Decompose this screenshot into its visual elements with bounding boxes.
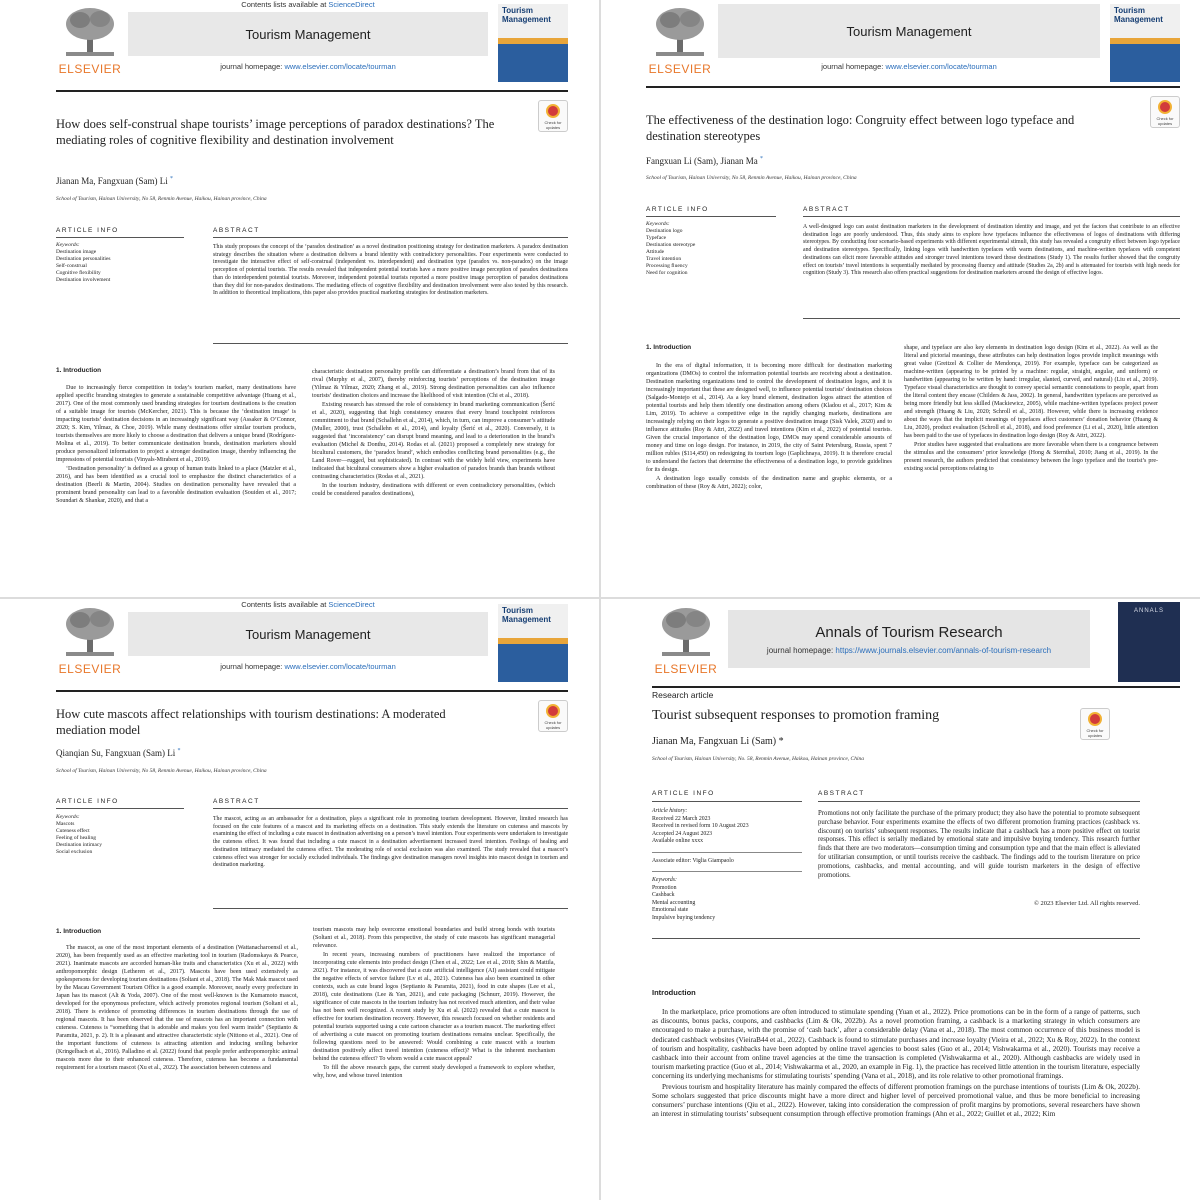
list-item: Attitude (646, 249, 665, 255)
body-column-left (56, 384, 296, 506)
body-paragraph: In the marketplace, price promotions are often introduced to stimulate spending (Yuan et al., 2022). Price promotions can be in the form of a range of patterns, such as discounts, bonus packs, coupons, and cashbacks (Lim & Ok, 2022b). As a novel promotion framing, a cashback is a marketing strategy in which consumers are encouraged to make a purchase, with the promise of ‘cash back’, after a considerable delay (Vana et al., 2018). The most common occurrence of this business model is dedicated cashback websites (VieiraB44 et al., 2022). Cashback is found to stimulate purchases and increase loyalty (Vieira et al., 2022; Xu & Roy, 2022). In the context of tourism and hospitality, cashbacks have been adopted by online travel agencies to boost sales (Guo et al., 2014; Vishwakarma et al., 2020). Tourists may receive a cashback into their account from online travel agencies at the time the transaction is completed (Vishwakarma et al., 2020). Although cashbacks are widely used in tourism marketing practice (Guo et al., 2014; Vishwakarma et al., 2020, an example in Fig. 1), the practice has received little attention in the tourism literature, especially concerning its underlying mechanisms for stimulating tourists’ spending (Vana et al., 2018), and its role relative to other promotional framings. (652, 1008, 1140, 1081)
journal-masthead (56, 600, 568, 684)
keywords-rule (652, 871, 802, 872)
body-paragraph: In the era of digital information, it is becoming more difficult for destination marketing organizations (DMOs) to control the information potential tourists are receiving about a destination. Destination marketing organizations tend to control the development of destination logos, and it is increasingly important that these are designed well, to influence potential tourists’ destination choices (Salgado-Montejo et al., 2014). As a key brand element, destination logos attract the attention of potential tourists and help them identify one destination among others (Kladou et al., 2017; Kim & Lim, 2019). To achieve a competitive edge in the rapidly changing markets, destinations are increasingly relying on their logos to generate a positive destination image (Sisk Valek, 2020) and to influence attitudes (Roy & Attri, 2022) and travel intentions (Kim et al., 2022) of potential tourists. Given the crucial importance of the destination logo, DMOs may spend considerable amounts of money and time on logo design. For instance, in 2019, the city of Saint Petersburg, Russia, spent 7 million rubles ($114,450) on redesigning its tourism logo (Gaplichnaya, 2019). It is therefore crucial to understand the factors that determine the effectiveness of a destination logo, to provide guidelines for its design. (646, 363, 892, 473)
abstract-rule (213, 808, 568, 809)
homepage-link[interactable]: www.elsevier.com/locate/tourman (284, 62, 396, 71)
check-for-updates-icon[interactable]: Check for updates (1080, 708, 1110, 740)
list-item: Cashback (652, 892, 675, 898)
body-column (652, 1008, 1140, 1120)
article-info-heading: ARTICLE INFO (56, 798, 119, 805)
authors: Jianan Ma, Fangxuan Li (Sam) * (652, 736, 784, 747)
list-item: Destination logo (646, 228, 683, 234)
homepage-link[interactable]: https://www.journals.elsevier.com/annals-of-tourism-research (835, 646, 1052, 655)
list-item: Travel intention (646, 256, 682, 262)
cover-title: Tourism Management (502, 6, 551, 24)
list-item: Need for cognition (646, 270, 688, 276)
journal-name: Tourism Management (245, 26, 371, 42)
journal-band (128, 12, 488, 56)
abstract-text: The mascot, acting as an ambassador for a destination, plays a significant role in promoting tourism development. However, limited research has focused on the cute features of a mascot and its marketing effects on a destination. This study extends the literature on cuteness and mascots by examining the effect of including a cute mascot in destination advertising on a person’s travel intention. Four experiments were undertaken to investigate the cuteness effect. It was found that including a cute mascot in a destination advertisement increased travel intention. Feelings of healing and destination intimacy mediated the cuteness effect. The moderating role of social exclusion was also examined. The study revealed that a mascot’s cuteness effect was stronger for socially excluded individuals. The findings give destination managers novel insights into mascot design in tourism and destination marketing. (213, 816, 569, 869)
abstract-rule (213, 237, 568, 238)
journal-band (718, 4, 1100, 58)
body-paragraph: tourism mascots may help overcome emotional boundaries and build strong bonds with tourists (Soltani et al., 2018). From this perspective, the study of cute mascots has significant managerial relevance. (313, 927, 555, 949)
corresponding-mark: * (778, 736, 784, 747)
list-item: Cognitive flexibility (56, 270, 101, 276)
article-title: The effectiveness of the destination logo: Congruity effect between logo typeface and destination stereotypes (646, 113, 1075, 143)
journal-homepage: journal homepage: https://www.journals.elsevier.com/annals-of-tourism-research (766, 646, 1052, 655)
masthead-rule (56, 90, 568, 92)
abstract-heading: ABSTRACT (213, 227, 260, 234)
homepage-link[interactable]: www.elsevier.com/locate/tourman (885, 62, 997, 71)
abstract-heading: ABSTRACT (818, 790, 865, 797)
abstract-bottom-rule (213, 908, 568, 909)
journal-cover (1118, 602, 1180, 682)
body-column-left (56, 944, 298, 1073)
masthead-rule (646, 86, 1180, 88)
abstract-rule (803, 216, 1180, 217)
article-type: Research article (652, 690, 714, 700)
affiliation: School of Tourism, Hainan University, No 58, Renmin Avenue, Haikou, Hainan province, China (56, 768, 267, 774)
list-item: Destination image (56, 249, 97, 255)
publisher-name: ELSEVIER (58, 662, 122, 676)
introduction-heading: 1. Introduction (646, 344, 692, 351)
info-rule (646, 216, 776, 217)
list-item: Received in revised form 10 August 2023 (652, 823, 749, 829)
corresponding-mark: * (177, 748, 181, 754)
body-paragraph: shape, and typeface are also key elements in destination logo design (Kim et al., 2022). As well as the literal and pictorial meanings, these attributes can help destination logos provide implicit meanings with great value (Greitzel & Collier de Mendonça, 2019). For example, typeface can be categorized as machine-written (appearing to be printed by a machine: regular, straight, angular, and uniform) or handwritten (appearing to be written by hand: irregular, slanted, curved, and natural) (Liu et al., 2019). Typeface visual characteristics are thought to convey special semantic connotations to people, apart from the literal content they encase (Childers & Jass, 2002). In general, handwritten typefaces are perceived as being more friendly but less skilled (Mackiewicz, 2005), while machine-written typefaces project power and strength (Huang & Liu, 2020; Schroll et al., 2018). However, while there is increasing evidence about the ways that the implicit meanings of typefaces affect customers’ donation behavior (Huang & Liu, 2020), product evaluation (Schroll et al., 2018), and food preference (Li et al., 2020), little attention has been paid to the use of typefaces in destination logo design (Roy & Attri, 2022). (904, 345, 1158, 439)
list-item: Impulsive buying tendency (652, 914, 716, 921)
check-for-updates-icon[interactable]: Check for updates (1150, 96, 1180, 128)
body-paragraph: Previous tourism and hospitality literature has mainly compared the effects of different promotion framings on the purchase intentions of tourists (Lim & Ok, 2022b). Some scholars suggested that price discounts might have a more direct and higher level of perceived promotional value, and thus be more beneficial to increasing consumers’ purchase intentions (Qiu et al., 2022). However, taking into consideration the compression of profit margins by promotions, several researchers have shown an interest in stimulating tourists’ subsequent consumption through effective promotion framings (Ahn et al., 2022; Guillet et al., 2022; Kim (652, 1082, 1140, 1119)
paper-panel-3 (0, 600, 598, 1200)
elsevier-tree-icon (62, 6, 118, 58)
journal-cover (1110, 4, 1180, 82)
article-title: How does self-construal shape tourists’ image perceptions of paradox destinations? The mediating roles of cognitive flexibility and destination involvement (56, 117, 495, 147)
abstract-text: A well-designed logo can assist destination marketers in the development of destination identity and image, and yet the factors that contribute to an effective destination logo are poorly understood. Thus, this study aims to explore how typefaces influence the effectiveness of logos of destinations with differing stereotypes. By conducting four scenario-based experiments with different experimental stimuli, this study has revealed a congruity effect between logo typeface and destination stereotypes. Specifically, linking logos with handwritten typefaces with warm destinations, and machine-written typefaces with competent destinations can elicit more favorable attitudes and stronger travel intentions toward those destinations (Study 1). The results further showed that the congruity effect on tourists’ travel intentions is sequentially mediated by processing fluency and attitude (Studies 2a, 2b) and is attenuated for tourists with high needs for cognition (Study 3). This research also offers practical suggestions for destination marketers around the design of effective logos. (803, 224, 1180, 277)
contents-available: Contents lists available at ScienceDirect (241, 0, 375, 9)
article-info-heading: ARTICLE INFO (56, 227, 119, 234)
list-item: Self-construal (56, 263, 87, 269)
check-for-updates-icon[interactable]: Check for updates (538, 100, 568, 132)
masthead-center (128, 0, 488, 80)
associate-editor: Associate editor: Viglia Giampaolo (652, 857, 734, 864)
body-paragraph: ‘Destination personality’ is defined as a group of human traits linked to a place (Matzler et al., 2016), and has been identified as a crucial tool to emphasize the distinct characteristics of a destination (Beerli & Martin, 2004). Studies on destination personality have revealed that a prominent brand personality can lead to a favorable destination evaluation (Souiden et al., 2017; Soundari & Shankar, 2020), and that a (56, 466, 296, 504)
journal-band (728, 610, 1090, 668)
journal-name: Tourism Management (846, 23, 972, 39)
publisher-logo (56, 0, 124, 80)
publisher-name: ELSEVIER (648, 62, 712, 76)
body-column-left (646, 362, 892, 492)
affiliation: School of Tourism, Hainan University, No 58, Renmin Avenue, Haikou, Hainan province, China (56, 196, 267, 202)
list-item: Emotional state (652, 907, 689, 913)
body-column-right (312, 368, 555, 499)
list-item: Available online xxxx (652, 838, 704, 844)
info-rule (652, 801, 802, 802)
paper-panel-1 (0, 0, 598, 596)
history-rule (652, 852, 802, 853)
cover-title: Tourism Management (502, 606, 551, 624)
journal-band (128, 612, 488, 656)
list-item: Accepted 24 August 2023 (652, 830, 713, 837)
list-item: Typeface (646, 235, 667, 241)
body-paragraph: To fill the above research gaps, the current study developed a framework to explore whether, why, how, and whose travel intention (313, 1065, 555, 1079)
journal-masthead (652, 600, 1180, 684)
keywords: Keywords: Destination image Destination personalities Self-construal Cognitive flexibility Destination involvement (56, 242, 184, 284)
list-item: Destination stereotype (646, 242, 696, 248)
keywords: Keywords: Destination logo Typeface Destination stereotype Attitude Travel intention Processing fluency Need for cognition (646, 221, 776, 277)
list-item: Processing fluency (646, 263, 688, 269)
homepage-link[interactable]: www.elsevier.com/locate/tourman (284, 662, 396, 671)
copyright: © 2023 Elsevier Ltd. All rights reserved. (1033, 900, 1140, 907)
affiliation: School of Tourism, Hainan University, No 58, Renmin Avenue, Haikou, Hainan province, China (646, 175, 857, 181)
list-item: Received 22 March 2023 (652, 815, 711, 822)
elsevier-tree-icon (658, 606, 714, 658)
journal-name: Annals of Tourism Research (815, 624, 1003, 641)
introduction-heading: 1. Introduction (56, 928, 102, 935)
elsevier-tree-icon (62, 606, 118, 658)
sciencedirect-link[interactable]: ScienceDirect (328, 600, 375, 609)
abstract-text: Promotions not only facilitate the purchase of the primary product; they also have the potential to promote subsequent purchase behavior. Four experiments examine the effects of two different promotion framing practices (cashback vs. discount) on tourists’ subsequent responses. The results indicate that a cashback has a more positive effect on tourist responses. This effect is serially mediated by emotional state and impulsive buying tendency. This research further finds that there are two moderators—consumption timing and consumption type and that the main effect is alleviated for utilitarian consumption, or until tourists receive the cashback. The findings add to the tourism literature on price promotions, cashbacks, and mental accounting, and will guide tourism marketers in the design of effective promotions. (818, 810, 1140, 879)
journal-homepage: journal homepage: www.elsevier.com/locate/tourman (220, 62, 396, 71)
body-paragraph: characteristic destination personality profile can differentiate a destination’s brand from that of its rival (Murphy et al., 2007), thereby reinforcing tourists’ perceptions of the destination image (Yilmaz & Yilmaz, 2020; Zhang et al., 2019). Strong destination personalities can also influence tourists’ destination choices and increase the likelihood of visit intention (Chi et al., 2018). (312, 369, 555, 399)
list-item: Cuteness effect (56, 828, 90, 834)
vertical-divider (599, 0, 601, 1200)
list-item: Social exclusion (56, 849, 93, 855)
body-paragraph: In recent years, increasing numbers of practitioners have realized the importance of incorporating cute elements into product design (Chen et al., 2022; Lee et al., 2018; Shin & Mattila, 2021). For instance, it was discovered that a cute artificial intelligence (AI) assistant could mitigate the negative effects of service failure (Lv et al., 2021). Cuteness has also been examined in other contexts, such as cute brand logos (Septianto & Paramita, 2021), food in cute shapes (Lee et al., 2018), cute destinations (Lee & Yan, 2021), and cute packaging (Schnurr, 2019). However, the significance of cute mascots in the tourism industry has not received much attention, and their value has not been well recognized. A recent study by Xu et al. (2022) revealed that a cute mascot is effective for tourism destination recovery. However, this research focused on whether residents and potential tourists supported using a cute cartoon character as a tourism mascot. The marketing effect of advertising a cute mascot on promoting tourism destinations remains unclear. Specifically, the following questions need to be answered: Would combining a cute mascot with a tourism destination positively affect travel intention (cuteness effect)? What is the inherent mechanism behind the cuteness effect? To whom would a cute mascot appeal? (313, 952, 555, 1062)
journal-masthead (56, 0, 568, 84)
sciencedirect-link[interactable]: ScienceDirect (328, 0, 375, 9)
list-item: Promotion (652, 884, 677, 891)
corresponding-mark: * (759, 156, 763, 162)
check-for-updates-icon[interactable]: Check for updates (538, 700, 568, 732)
abstract-heading: ABSTRACT (803, 206, 850, 213)
authors: Jianan Ma, Fangxuan (Sam) Li * (56, 176, 173, 186)
list-item: Destination involvement (56, 277, 111, 283)
body-paragraph: Due to increasingly fierce competition in today’s tourism market, many destinations have applied specific branding strategies to generate a sustainable competitive advantage (Huang et al., 2017). One of the most commonly used branding strategies for tourism destinations is the creation of a suitable image for tourists (McKercher, 2021). This is because the ‘destination image’ is impacting tourists’ destination decisions in an increasingly significant way (Assaker & O’Connor, 2020; S. Kim, Yilmaz, & Choe, 2019). While many destinations offer similar tourism products, tourists themselves are more likely to choose a destination that delivers a unique brand (Rodríguez-Molina et al., 2019). To better communicate destination brands, destination marketers should produce personalized information to project a stronger destination image, thereby influencing the impressions of potential tourists (Vinyals-Mirabent et al., 2019). (56, 385, 296, 463)
journal-cover (498, 604, 568, 682)
authors: Fangxuan Li (Sam), Jianan Ma * (646, 156, 763, 166)
body-column-right (313, 926, 555, 1081)
body-paragraph: In the tourism industry, destinations with different or even contradictory personalities, (which could be considered paradox destinations), (312, 483, 555, 497)
paper-panel-4 (602, 600, 1200, 1200)
list-item: Mascots (56, 821, 75, 827)
article-info-heading: ARTICLE INFO (652, 790, 715, 797)
contents-available: Contents lists available at ScienceDirect (241, 600, 375, 609)
article-history: Article history: Received 22 March 2023 Received in revised form 10 August 2023 Accepted 24 August 2023 Available online xxxx Associate editor: Viglia Giampaolo Keywords: Promotion Cashback Mental accounting Emotional state Impulsive buying tendency (652, 808, 802, 922)
publisher-name: ELSEVIER (58, 62, 122, 76)
article-title: Tourist subsequent responses to promotion framing (652, 708, 940, 723)
journal-homepage: journal homepage: www.elsevier.com/locate/tourman (821, 62, 997, 71)
corresponding-mark: * (169, 176, 173, 182)
publisher-logo (646, 0, 714, 80)
body-paragraph: Prior studies have suggested that evaluations are more favorable when there is a congruence between the stimulus and the consumers’ prior knowledge (Hong & Sternthal, 2010; Jiang et al., 2019). In the present research, the authors predicted that consistency between the logo typeface and the tourist’s pre-existing social perceptions relating to (904, 442, 1158, 472)
body-paragraph: A destination logo usually consists of the destination name and graphic elements, or a combination of these (Roy & Attri, 2022); color, (646, 476, 892, 490)
publisher-logo (56, 600, 124, 680)
introduction-heading: 1. Introduction (56, 367, 102, 374)
journal-homepage: journal homepage: www.elsevier.com/locate/tourman (220, 662, 396, 671)
body-paragraph: Existing research has stressed the role of consistency in brand marketing communication (Šerić et al., 2020), suggesting that high consistency ensures that every brand touchpoint reinforces commitment to that brand (Schallehn et al., 2014), which, in turn, can improve a consumer’s attitude (Muller, 2000), trust (Schallehn et al., 2014), and loyalty (Šerić et al., 2020). Conversely, it is suggested that ‘inconsistency’ can disrupt brand meaning, and lead to a deterioration in the brand’s evaluation (Michel & Donthu, 2014). Rodas et al. (2021) proposed a completely new strategy for bicultural customers, the ‘paradox brand’, which embodies conflicting brand personalities (e.g., the Land Rover—rugged, but sophisticated). In contrast with the widely held view, experiments have indicated that bicultural consumers show a higher evaluation of paradox brands than brands without contrasting characteristics (Rodas et al., 2021). (312, 402, 555, 480)
publisher-name: ELSEVIER (654, 662, 718, 676)
horizontal-divider (0, 597, 1200, 599)
abstract-bottom-rule (652, 938, 1140, 939)
article-title: How cute mascots affect relationships with tourism destinations: A moderated mediation model (56, 707, 446, 737)
abstract-bottom-rule (803, 318, 1180, 319)
masthead-center (718, 0, 1100, 80)
article-info-heading: ARTICLE INFO (646, 206, 709, 213)
affiliation: School of Tourism, Hainan University, No. 58, Renmin Avenue, Haikou, Hainan province, China (652, 756, 864, 762)
masthead-rule (56, 690, 568, 692)
info-rule (56, 237, 184, 238)
paper-panel-2 (602, 0, 1200, 596)
body-column-right (904, 344, 1158, 474)
keywords: Keywords: Mascots Cuteness effect Feeling of healing Destination intimacy Social exclusion (56, 814, 184, 856)
publisher-logo (652, 600, 720, 680)
info-rule (56, 808, 184, 809)
journal-cover (498, 4, 568, 82)
body-paragraph: The mascot, as one of the most important elements of a destination (Wattanacharoensil et al., 2020), has been frequently used as an effective marketing tool in tourism (Radomskaya & Pearce, 2021). Inanimate mascots are accorded human-like traits and characteristics (Xu et al., 2022) with anthropomorphic design (Letheren et al., 2017). Mascots have been used extensively as spokespersons for developing tourism destinations (Soltani et al., 2018). The Mak Mak mascot used by the Macau Government Tourism Office is a good example. Moreover, nearly every prefecture in Japan has its mascot (Alt & Yoda, 2007). One of the most well-known is the Kumamoto mascot, developed for the eponymous prefecture, which actively promotes regional tourism (Soltani et al., 2018). There is evidence of promoting differences in tourism destinations through the use of regional mascots. It has been observed that the use of mascots has an important connection with cuteness. Cuteness is “something that is adorable and makes you feel warm inside” (Septianto & Paramita, 2021, p. 2). It is a pleasant and attractive characteristic style (Nittono et al., 2021). One of the important functions of cuteness is attracting attention and inducing smiling behavior (Kringelbach et al., 2016). Palladino et al. (2022) found that people prefer anthropomorphic animal mascots more due to their enhanced cuteness. Therefore, cuteness has become a fundamental requirement for a tourism mascot (Xu et al., 2022). The association between cuteness and (56, 945, 298, 1071)
elsevier-tree-icon (652, 6, 708, 58)
masthead-center (128, 600, 488, 680)
journal-name: Tourism Management (245, 626, 371, 642)
list-item: Destination intimacy (56, 842, 102, 848)
list-item: Feeling of healing (56, 835, 97, 841)
cover-title: ANNALS (1133, 608, 1164, 614)
list-item: Mental accounting (652, 899, 696, 906)
abstract-heading: ABSTRACT (213, 798, 260, 805)
authors: Qianqian Su, Fangxuan (Sam) Li * (56, 748, 181, 758)
abstract-rule (818, 801, 1140, 802)
cover-title: Tourism Management (1114, 6, 1163, 24)
journal-masthead (646, 0, 1180, 84)
abstract-text: This study proposes the concept of the ‘paradox destination’ as a novel destination positioning strategy for destination marketers. A paradox destination strategy describes the situation where a destination delivers a brand identity with contradictory personalities. Four experiments were conducted to investigate the interactive effect of self-construal (independent vs. interdependent) and destination type (paradox vs. non-paradox) on the image perception of potential tourists. The results revealed that independent potential tourists have a more positive image perception of paradox destinations than do interdependent potential tourists. Moreover, independent potential tourists reported a more positive image perception of paradox destinations than they did for non-paradox destinations. The mediating effects of cognitive flexibility and destination involvement were also tested by this research. In addition to theoretical implications, this paper also provides practical marketing strategies for destination marketers. (213, 244, 568, 297)
abstract-bottom-rule (213, 343, 568, 344)
introduction-heading: Introduction (652, 988, 696, 997)
masthead-rule (652, 686, 1180, 688)
list-item: Destination personalities (56, 256, 111, 262)
